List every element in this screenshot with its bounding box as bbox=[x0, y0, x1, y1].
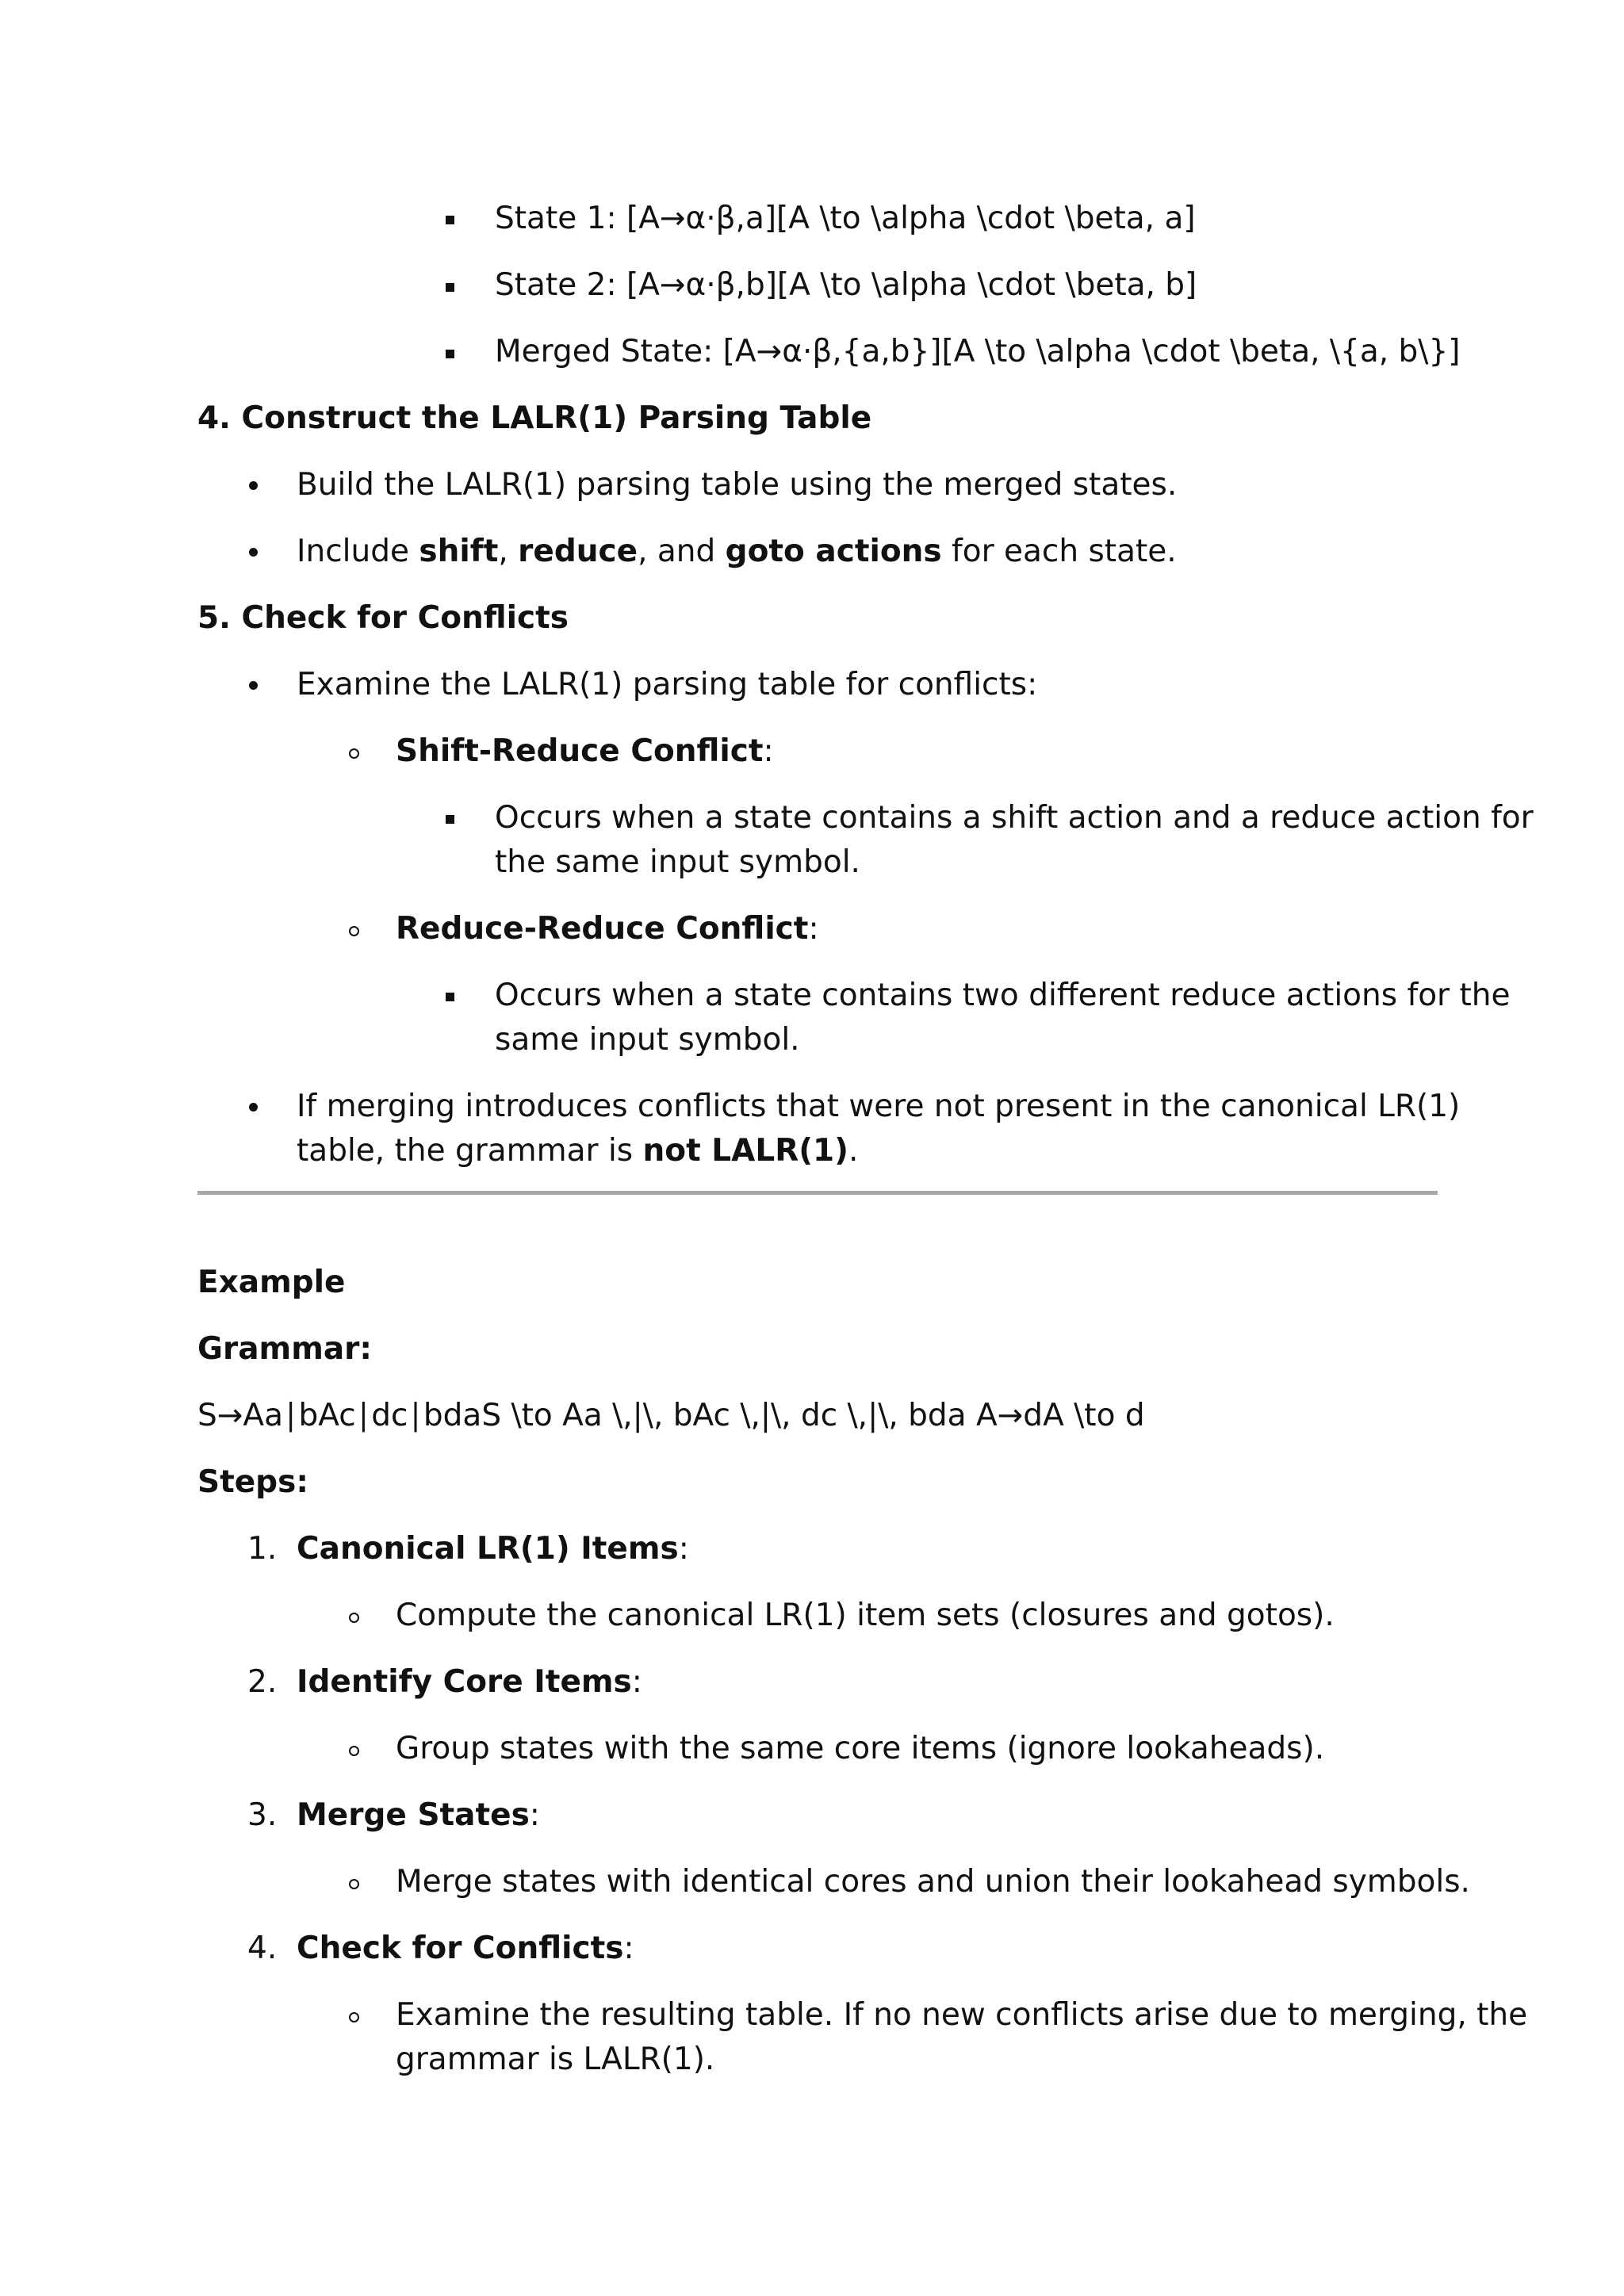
bullet-icon bbox=[249, 548, 258, 557]
step-number: 4. bbox=[247, 1931, 278, 1966]
circle-bullet-icon bbox=[349, 1879, 359, 1889]
square-bullet-icon bbox=[446, 350, 454, 358]
square-bullet-icon bbox=[446, 283, 454, 292]
step4-bullet-build: Build the LALR(1) parsing table using the merged states. bbox=[297, 467, 1178, 503]
step-number: 2. bbox=[247, 1664, 278, 1700]
shift-reduce-desc-line2: the same input symbol. bbox=[495, 844, 860, 880]
step-detail-merge: Merge states with identical cores and union their lookahead symbols. bbox=[396, 1864, 1470, 1900]
step4-heading: 4. Construct the LALR(1) Parsing Table bbox=[197, 400, 872, 436]
step5-heading: 5. Check for Conflicts bbox=[197, 600, 569, 636]
steps-label: Steps: bbox=[197, 1464, 308, 1500]
shift-reduce-title: Shift-Reduce Conflict: bbox=[396, 733, 774, 769]
step-detail-core: Group states with the same core items (ignore lookaheads). bbox=[396, 1731, 1325, 1766]
bullet-icon bbox=[249, 481, 258, 490]
state1-item: State 1: [A→α·β,a][A \to \alpha \cdot \beta, a] bbox=[495, 201, 1196, 236]
step-title-merge: Merge States: bbox=[297, 1797, 540, 1833]
reduce-reduce-desc-line2: same input symbol. bbox=[495, 1022, 800, 1058]
horizontal-divider bbox=[197, 1191, 1438, 1195]
step-title-check: Check for Conflicts: bbox=[297, 1931, 634, 1966]
step-title-canonical: Canonical LR(1) Items: bbox=[297, 1531, 689, 1567]
shift-reduce-desc-line1: Occurs when a state contains a shift action and a reduce action for bbox=[495, 800, 1534, 836]
bullet-icon bbox=[249, 681, 258, 690]
reduce-reduce-desc-line1: Occurs when a state contains two different reduce actions for the bbox=[495, 978, 1511, 1013]
step-detail-check-line1: Examine the resulting table. If no new conflicts arise due to merging, the bbox=[396, 1997, 1528, 2033]
circle-bullet-icon bbox=[349, 1613, 359, 1623]
circle-bullet-icon bbox=[349, 748, 359, 759]
step-detail-canonical: Compute the canonical LR(1) item sets (closures and gotos). bbox=[396, 1598, 1335, 1633]
step5-bullet-examine: Examine the LALR(1) parsing table for conflicts: bbox=[297, 667, 1038, 702]
grammar-label: Grammar: bbox=[197, 1331, 372, 1367]
step-number: 1. bbox=[247, 1531, 278, 1567]
circle-bullet-icon bbox=[349, 1746, 359, 1756]
example-heading: Example bbox=[197, 1265, 346, 1300]
square-bullet-icon bbox=[446, 993, 454, 1001]
merge-conflict-line2: table, the grammar is not LALR(1). bbox=[297, 1133, 859, 1169]
reduce-reduce-title: Reduce-Reduce Conflict: bbox=[396, 911, 819, 947]
bullet-icon bbox=[249, 1103, 258, 1112]
state2-item: State 2: [A→α·β,b][A \to \alpha \cdot \beta, b] bbox=[495, 267, 1197, 303]
merge-conflict-line1: If merging introduces conflicts that were not present in the canonical LR(1) bbox=[297, 1089, 1461, 1124]
step-number: 3. bbox=[247, 1797, 278, 1833]
circle-bullet-icon bbox=[349, 926, 359, 936]
grammar-production: S→Aa∣bAc∣dc∣bdaS \to Aa \,|\, bAc \,|\, dc \,|\, bda A→dA \to d bbox=[197, 1398, 1145, 1433]
square-bullet-icon bbox=[446, 216, 454, 224]
merged-state-item: Merged State: [A→α·β,{a,b}][A \to \alpha \cdot \beta, \{a, b\}] bbox=[495, 334, 1461, 369]
step-title-core: Identify Core Items: bbox=[297, 1664, 642, 1700]
square-bullet-icon bbox=[446, 815, 454, 824]
step4-bullet-include: Include shift, reduce, and goto actions for each state. bbox=[297, 534, 1177, 569]
step-detail-check-line2: grammar is LALR(1). bbox=[396, 2042, 715, 2077]
circle-bullet-icon bbox=[349, 2012, 359, 2022]
